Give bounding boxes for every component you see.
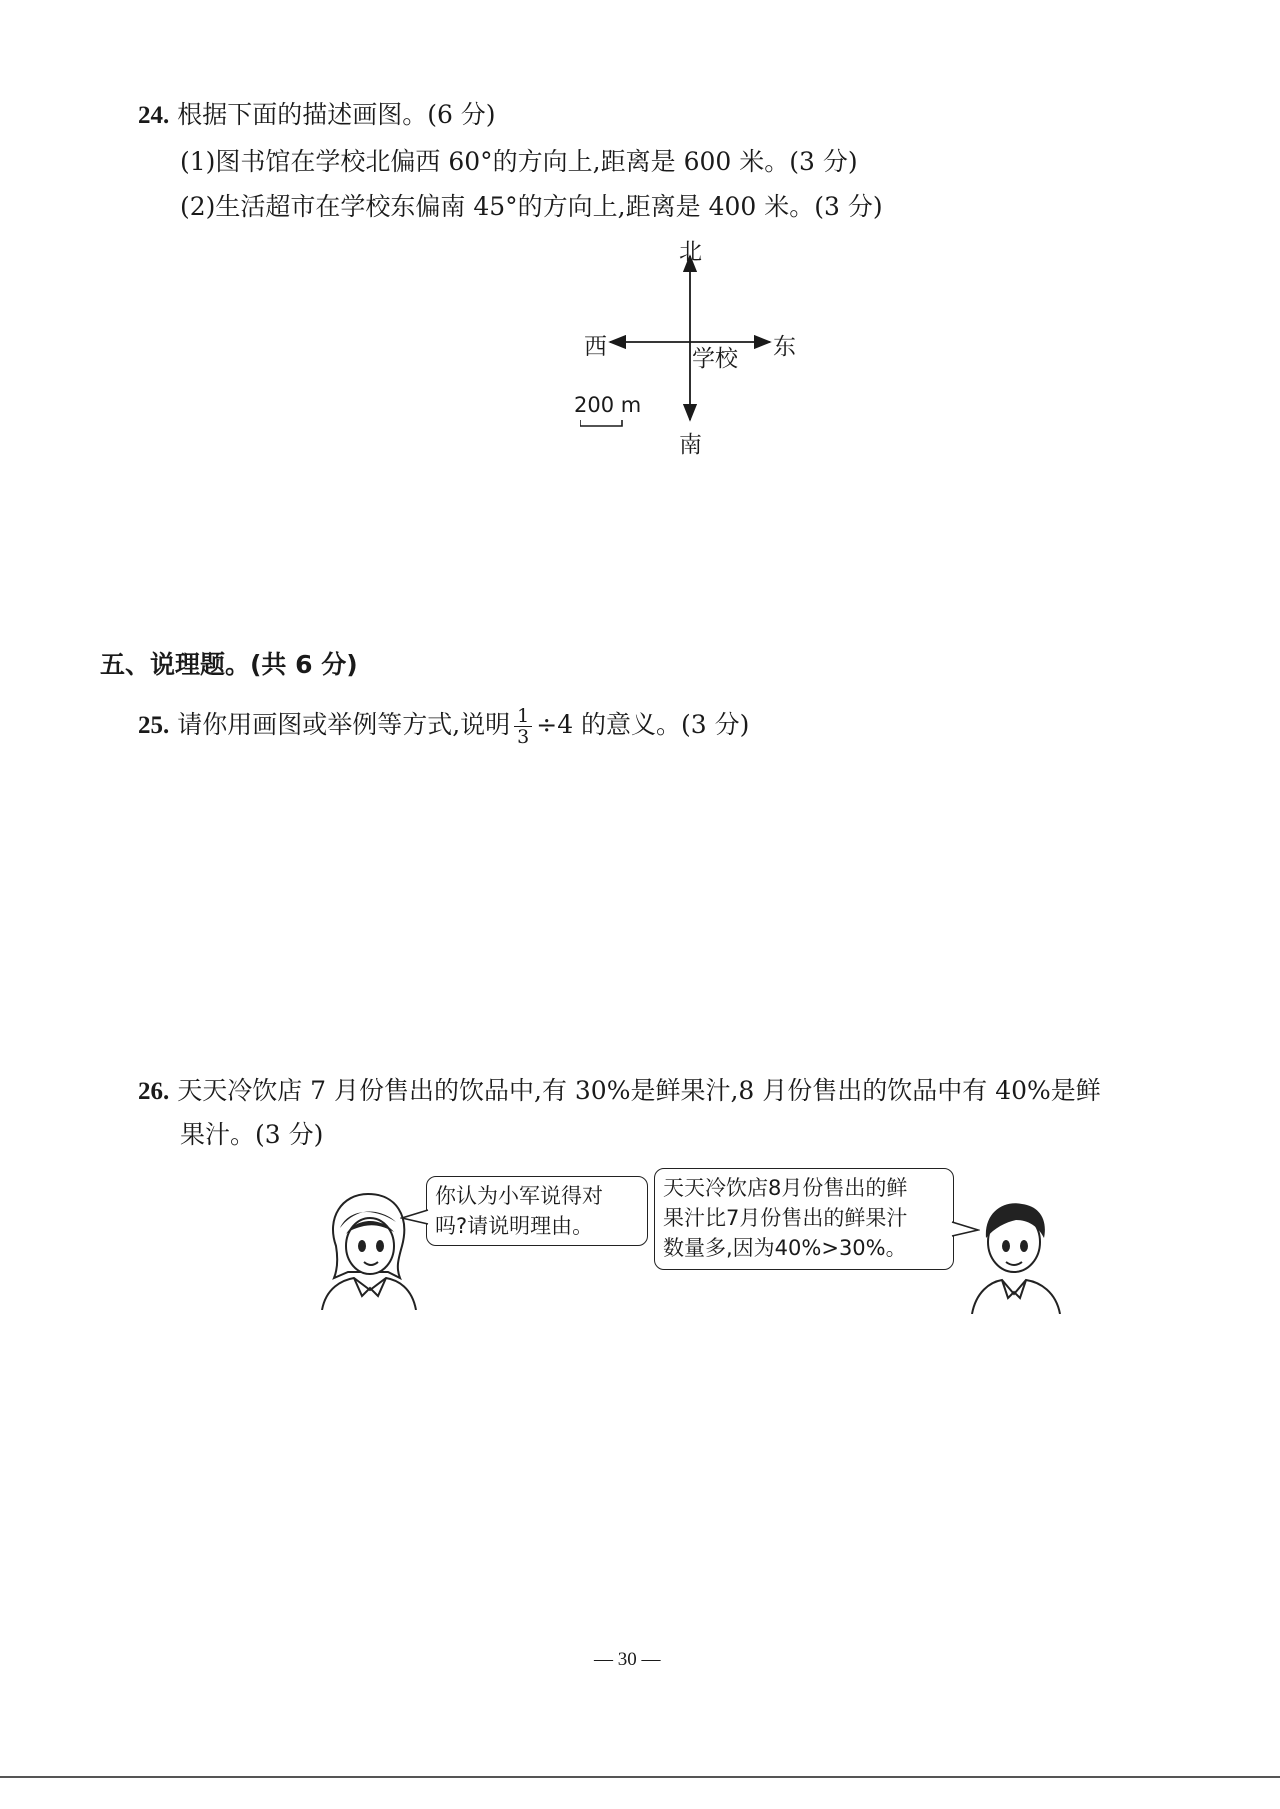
page-bottom-rule <box>0 1776 1280 1778</box>
compass-school-label: 学校 <box>692 346 738 372</box>
q25-fraction <box>514 706 532 747</box>
compass-east-label: 东 <box>773 334 796 360</box>
fraction-denominator: 3 <box>517 726 530 748</box>
q24-heading <box>138 98 496 133</box>
section-title: 五、说理题。(共 6 分) <box>100 650 358 679</box>
fraction-numerator: 1 <box>514 706 532 727</box>
boy-illustration <box>968 1194 1064 1314</box>
scale-bar <box>580 420 622 426</box>
q24-sub1: (1)图书馆在学校北偏西 60°的方向上,距离是 600 米。(3 分) <box>180 147 858 176</box>
girl-bubble-line2: 吗?请说明理由。 <box>435 1214 594 1238</box>
girl-bubble-tail <box>400 1208 430 1228</box>
boy-bubble-line1: 天天冷饮店8月份售出的鲜 <box>663 1176 908 1200</box>
compass-north-label: 北 <box>679 239 702 265</box>
q26-line1 <box>138 1074 1101 1109</box>
compass-west-label: 西 <box>584 334 607 360</box>
q26-number: 26. <box>138 1078 170 1105</box>
q24-sub2: (2)生活超市在学校东偏南 45°的方向上,距离是 400 米。(3 分) <box>180 192 883 221</box>
page-number: — 30 — <box>594 1649 661 1670</box>
q24-number: 24. <box>138 102 170 129</box>
q25-text-before: 请你用画图或举例等方式,说明 <box>177 710 511 739</box>
compass-south-label: 南 <box>679 432 702 458</box>
boy-speech-bubble <box>654 1168 954 1270</box>
q25-text-after: ÷4 的意义。(3 分) <box>536 710 750 739</box>
q26-text-line1: 天天冷饮店 7 月份售出的饮品中,有 30%是鲜果汁,8 月份售出的饮品中有 40%是鲜 <box>177 1076 1101 1105</box>
scale-label: 200 m <box>574 393 642 417</box>
girl-speech-bubble <box>426 1176 648 1246</box>
girl-illustration <box>318 1188 418 1310</box>
boy-bubble-line3: 数量多,因为40%>30%。 <box>663 1236 907 1260</box>
q24-text: 根据下面的描述画图。(6 分) <box>177 100 496 129</box>
boy-bubble-line2: 果汁比7月份售出的鲜果汁 <box>663 1206 908 1230</box>
q25-number: 25. <box>138 712 170 739</box>
q25-line <box>138 700 749 751</box>
q26-line2: 果汁。(3 分) <box>180 1120 324 1149</box>
girl-bubble-line1: 你认为小军说得对 <box>435 1184 603 1208</box>
